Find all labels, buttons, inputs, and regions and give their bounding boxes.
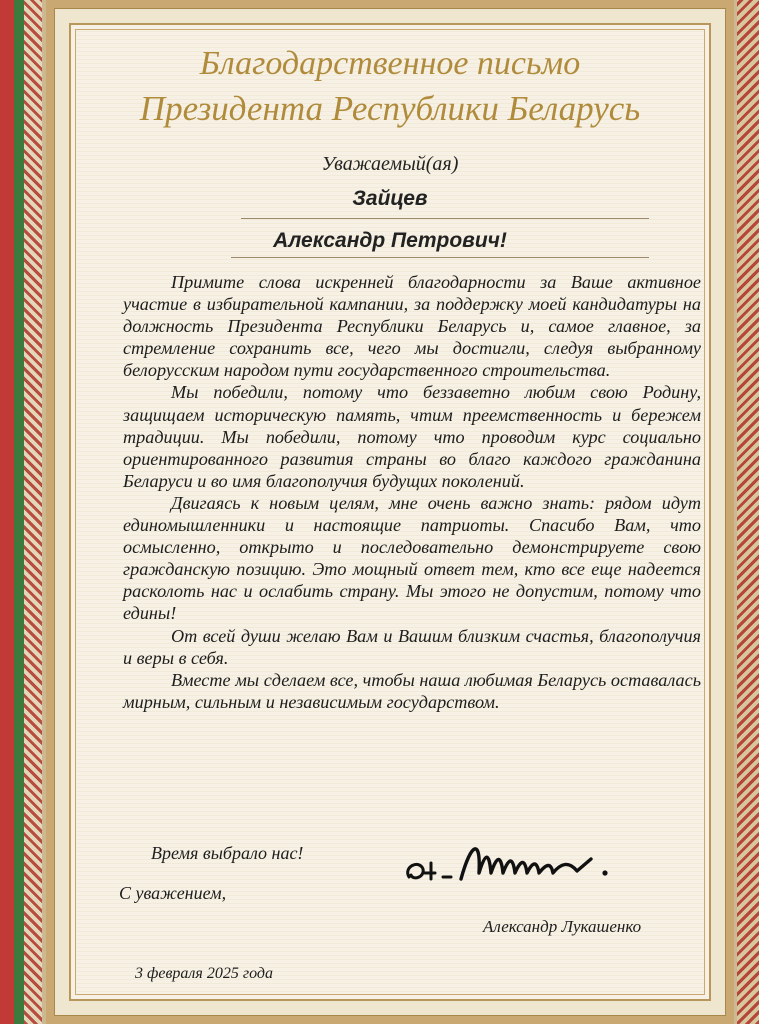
- salutation: Уважаемый(ая): [321, 153, 459, 175]
- body-paragraph: Вместе мы сделаем все, чтобы наша любимая Беларусь оставалась мирным, сильным и независимым государством.: [123, 669, 701, 712]
- letter-date: 3 февраля 2025 года: [135, 965, 273, 982]
- letter-body: [123, 271, 701, 713]
- signer-name: Александр Лукашенко: [483, 917, 642, 936]
- letter-frame: [46, 0, 734, 1024]
- recipient-surname: Зайцев: [352, 187, 428, 210]
- recipient-given-names: Александр Петрович!: [273, 229, 507, 252]
- ornament-band-left: [24, 0, 42, 1024]
- flag-red-stripe: [0, 0, 14, 1024]
- motto: Время выбрало нас!: [151, 843, 304, 863]
- signature-image: [401, 833, 641, 893]
- body-paragraph: Мы победили, потому что беззаветно любим свою Родину, защищаем историческую память, чтим преемственность и бережем традиции. Мы победили, потому что проводим курс социально ориентированного развития страны во благо каждого гражданина Беларуси и во имя благополучия будущих поколений.: [123, 382, 701, 491]
- body-paragraph: Примите слова искренней благодарности за Ваше активное участие в избирательной кампании, за поддержку моей кандидатуры на должность Президента Республики Беларусь и, самое главное, за стремление сохранить все, чего мы достигли, следуя выбранному белорусским народом пути государственного строительства.: [123, 272, 701, 381]
- letter-frame-inner: [54, 8, 726, 1016]
- name-underline-2: [231, 257, 649, 258]
- letter-title-line2: Президента Республики Беларусь: [139, 89, 641, 128]
- flag-green-stripe: [14, 0, 24, 1024]
- letter-paper: [69, 23, 711, 1001]
- body-paragraph: От всей души желаю Вам и Вашим близким счастья, благополучия и веры в себя.: [123, 625, 701, 668]
- regards: С уважением,: [119, 883, 227, 903]
- ornament-band-right: [737, 0, 759, 1024]
- letter-title-line1: Благодарственное письмо: [199, 45, 581, 82]
- body-paragraph: Двигаясь к новым целям, мне очень важно знать: рядом идут единомышленники и настоящие патриоты. Спасибо Вам, что осмысленно, открыто и последовательно демонстрируете свою гражданскую позицию. Это мощный ответ тем, кто все еще надеется расколоть нас и ослабить страну. Мы этого не допустим, потому что едины!: [123, 492, 701, 624]
- name-underline-1: [241, 218, 649, 219]
